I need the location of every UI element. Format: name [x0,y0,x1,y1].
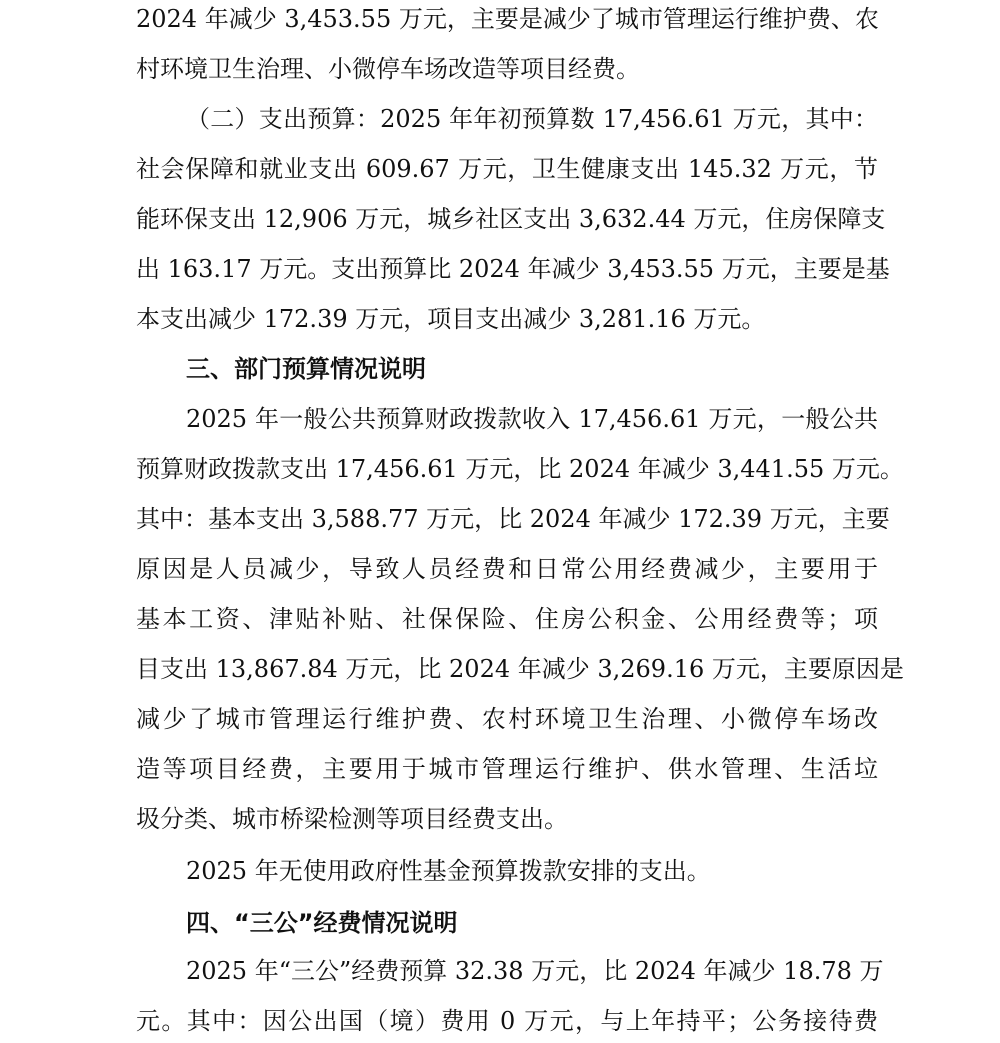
paragraph-line: 其中：基本支出 3,588.77 万元，比 2024 年减少 172.39 万元，主要 [136,505,890,533]
section-heading: 三、部门预算情况说明 [186,355,426,383]
paragraph-line: 圾分类、城市桥梁检测等项目经费支出。 [136,805,568,833]
paragraph-line: 元。其中：因公出国（境）费用 0 万元，与上年持平；公务接待费 [136,1007,878,1035]
paragraph-line: 村环境卫生治理、小微停车场改造等项目经费。 [136,55,640,83]
paragraph-line: 社会保障和就业支出 609.67 万元，卫生健康支出 145.32 万元，节 [136,155,878,183]
paragraph-line: 2025 年无使用政府性基金预算拨款安排的支出。 [186,857,711,885]
paragraph-line: 能环保支出 12,906 万元，城乡社区支出 3,632.44 万元，住房保障支 [136,205,886,233]
paragraph-line: 基本工资、津贴补贴、社保保险、住房公积金、公用经费等；项 [136,605,878,633]
section-heading: 四、“三公”经费情况说明 [186,909,458,937]
paragraph-line: 本支出减少 172.39 万元，项目支出减少 3,281.16 万元。 [136,305,766,333]
paragraph-line: 2025 年“三公”经费预算 32.38 万元，比 2024 年减少 18.78 万 [186,957,884,985]
paragraph-line: （二）支出预算：2025 年年初预算数 17,456.61 万元，其中： [186,105,878,133]
paragraph-line: 预算财政拨款支出 17,456.61 万元，比 2024 年减少 3,441.55 万元。 [136,455,904,483]
paragraph-line: 造等项目经费，主要用于城市管理运行维护、供水管理、生活垃 [136,755,878,783]
paragraph-line: 原因是人员减少，导致人员经费和日常公用经费减少，主要用于 [136,555,878,583]
paragraph-line: 减少了城市管理运行维护费、农村环境卫生治理、小微停车场改 [136,705,878,733]
paragraph-line: 目支出 13,867.84 万元，比 2024 年减少 3,269.16 万元，主要原因是 [136,655,904,683]
paragraph-line: 出 163.17 万元。支出预算比 2024 年减少 3,453.55 万元，主要是基 [136,255,890,283]
paragraph-line: 2025 年一般公共预算财政拨款收入 17,456.61 万元，一般公共 [186,405,878,433]
paragraph-line: 2024 年减少 3,453.55 万元，主要是减少了城市管理运行维护费、农 [136,5,879,33]
